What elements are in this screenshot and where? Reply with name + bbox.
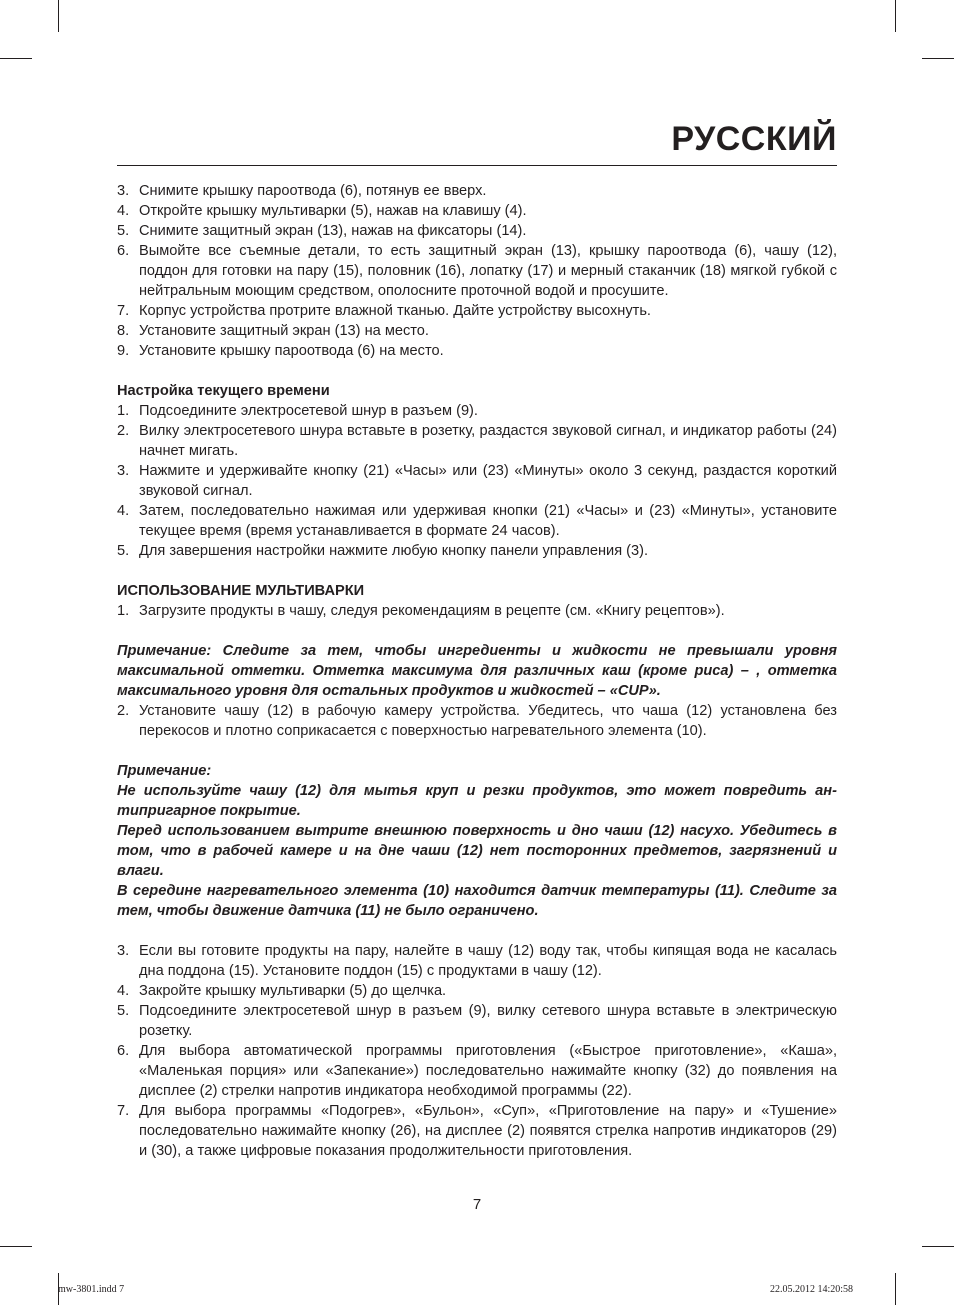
list-item: 4. Откройте крышку мультиварки (5), нажав на клавишу (4). <box>117 203 527 219</box>
list-item: 4. Закройте крышку мультиварки (5) до щелчка. <box>117 983 447 999</box>
note-2-body <box>117 781 837 921</box>
crop-mark <box>58 0 59 32</box>
crop-mark <box>895 0 896 32</box>
crop-mark <box>0 58 32 59</box>
crop-mark <box>922 1246 954 1247</box>
list-item: 1. Загрузите продукты в чашу, следуя рекомендациям в рецепте (см. «Книгу рецептов»). <box>117 603 725 619</box>
list-item: 1. Подсоедините электросетевой шнур в разъем (9). <box>117 403 478 419</box>
note-paragraph: Перед использованием вытрите внешнюю поверхность и дно чаши (12) насухо. Убедитесь в том, что в рабочей камере и на дне чаши (12) нет посторонних предметов, загрязнений и влаги. <box>117 823 837 879</box>
time-steps-list <box>117 401 837 561</box>
note-paragraph: Не используйте чашу (12) для мытья круп и резки продуктов, это может повредить антипригарное покрытие. <box>117 783 837 819</box>
page-body <box>117 181 837 1161</box>
list-item: 4. Затем, последовательно нажимая или удерживая кнопки (21) «Часы» и (23) «Минуты», установите текущее время (время устанавливается в формате 24 часов). <box>117 503 837 539</box>
time-section-heading: Настройка текущего времени <box>117 383 330 399</box>
list-item: 9. Установите крышку пароотвода (6) на место. <box>117 343 444 359</box>
note-1: Примечание: Следите за тем, чтобы ингредиенты и жидкости не превышали уровня максимальной отметки. Отметка максимума для различных каш (кроме риса) – , отметка максимального уровня для остальных продуктов и жидкостей – «CUP». <box>117 643 837 699</box>
list-item: 5. Снимите защитный экран (13), нажав на фиксаторы (14). <box>117 223 527 239</box>
list-item: 3. Нажмите и удерживайте кнопку (21) «Часы» или (23) «Минуты» около 3 секунд, раздастся короткий звуковой сигнал. <box>117 463 837 499</box>
list-item: 8. Установите защитный экран (13) на место. <box>117 323 429 339</box>
date-slug: 22.05.2012 14:20:58 <box>770 1284 854 1295</box>
list-item: 5. Для завершения настройки нажмите любую кнопку панели управления (3). <box>117 543 649 559</box>
list-item: 7. Корпус устройства протрите влажной тканью. Дайте устройству высохнуть. <box>117 303 651 319</box>
crop-mark <box>0 1246 32 1247</box>
cleaning-steps-list <box>117 181 837 361</box>
list-item: 5. Подсоедините электросетевой шнур в разъем (9), вилку сетевого шнура вставьте в электрическую розетку. <box>117 1003 837 1039</box>
usage-section-heading: ИСПОЛЬЗОВАНИЕ МУЛЬТИВАРКИ <box>117 583 365 599</box>
list-item: 2. Установите чашу (12) в рабочую камеру устройства. Убедитесь, что чаша (12) установлена без перекосов и плотно соприкасается с поверхностью нагревательного элемента (10). <box>117 703 837 739</box>
usage-steps-list <box>117 941 837 1161</box>
crop-mark <box>922 58 954 59</box>
crop-mark <box>895 1273 896 1305</box>
file-slug: mw-3801.indd 7 <box>58 1284 125 1295</box>
page-number: 7 <box>472 1196 482 1213</box>
usage-step-2 <box>117 701 837 741</box>
list-item: 3. Снимите крышку пароотвода (6), потянув ее вверх. <box>117 183 487 199</box>
title-divider <box>117 165 837 166</box>
list-item: 6. Для выбора автоматической программы приготовления («Быстрое приготовление», «Каша», «Маленькая порция» или «Запекание») последовательно нажимайте кнопку (32) до появления на дисплее (2) стрелки напротив индикатора необходимой программы (22). <box>117 1043 837 1099</box>
usage-step-1 <box>117 601 837 621</box>
list-item: 6. Вымойте все съемные детали, то есть защитный экран (13), крышку пароотвода (6), чашу (12), поддон для готовки на пару (15), половник (16), лопатку (17) и мерный стаканчик (18) мягкой губкой с нейтральным моющим средством, ополосните проточной водой и просушите. <box>117 243 837 299</box>
list-item: 3. Если вы готовите продукты на пару, налейте в чашу (12) воду так, чтобы кипящая вода не касалась дна поддона (15). Установите поддон (15) с продуктами в чашу (12). <box>117 943 837 979</box>
note-2-title: Примечание: <box>117 763 212 779</box>
note-paragraph: В середине нагревательного элемента (10) находится датчик температуры (11). Следите за тем, чтобы движение датчика (11) не было ограничено. <box>117 883 837 919</box>
list-item: 2. Вилку электросетевого шнура вставьте в розетку, раздастся звуковой сигнал, и индикатор работы (24) начнет мигать. <box>117 423 837 459</box>
list-item: 7. Для выбора программы «Подогрев», «Бульон», «Суп», «Приготовление на пару» и «Тушение» последовательно нажимайте кнопку (26), на дисплее (2) появятся стрелка напротив индикаторов (29) и (30), а также цифровые показания продолжительности приготовления. <box>117 1103 837 1159</box>
page-title: РУССКИЙ <box>671 120 837 158</box>
